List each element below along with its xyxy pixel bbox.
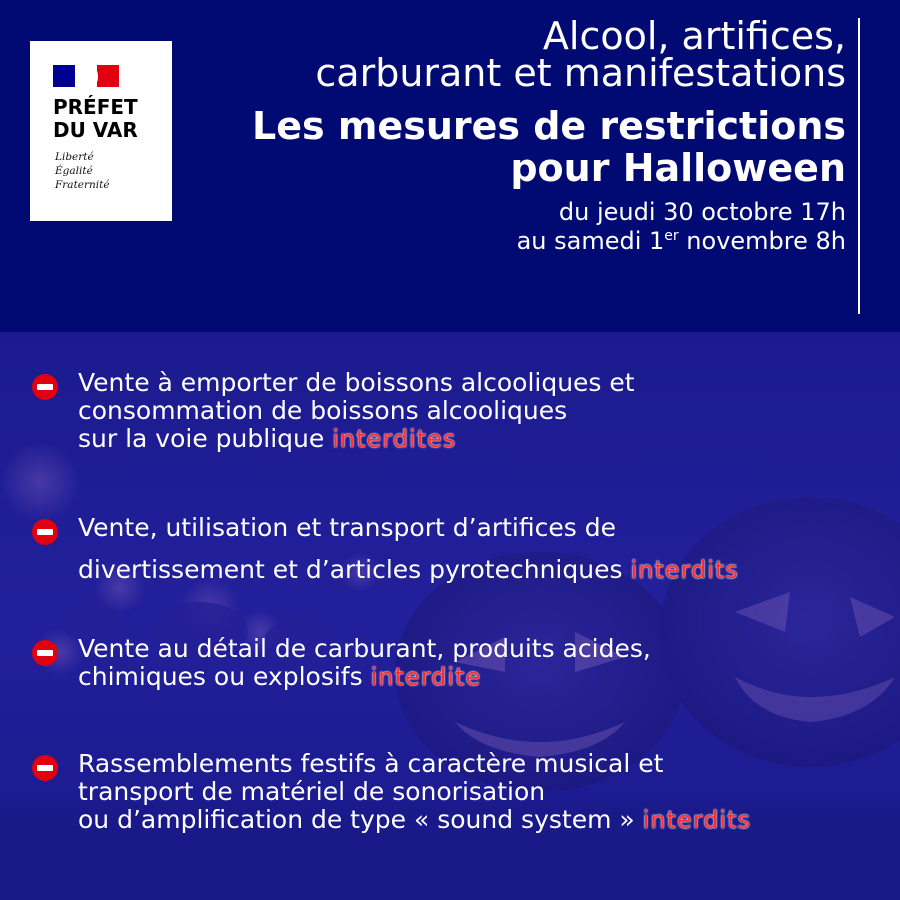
- restriction-text: [78, 635, 882, 691]
- restriction-line: [78, 663, 882, 691]
- no-entry-icon: [32, 755, 58, 781]
- date-start: du jeudi 30 octobre 17h: [558, 198, 846, 226]
- date-end-before: au samedi 1: [516, 227, 665, 255]
- restriction-line: transport de matériel de sonorisation: [78, 777, 546, 806]
- restriction-line-text: chimiques ou explosifs: [78, 662, 363, 691]
- restriction-line: [78, 425, 882, 453]
- date-end-after: novembre 8h: [678, 227, 846, 255]
- restriction-line: [78, 549, 882, 591]
- restriction-text: [78, 750, 882, 834]
- restriction-item-fuel: [32, 635, 882, 691]
- main-title-line: pour Halloween: [510, 146, 846, 190]
- title-block: [252, 14, 846, 256]
- restriction-text: [78, 369, 882, 453]
- restriction-line: Vente, utilisation et transport d’artifices de: [78, 513, 616, 542]
- restriction-line: Vente au détail de carburant, produits acides,: [78, 634, 651, 663]
- prohibited-tag: interdite: [370, 663, 482, 691]
- title-divider: [858, 18, 860, 314]
- restriction-line: Vente à emporter de boissons alcooliques et: [78, 368, 635, 397]
- logo-name-line: PRÉFET: [53, 95, 138, 119]
- marianne-flag-icon: [53, 65, 119, 87]
- motto-line: Liberté: [55, 151, 94, 163]
- motto-line: Fraternité: [55, 179, 110, 191]
- no-entry-icon: [32, 519, 58, 545]
- date-end: [252, 227, 846, 256]
- prohibited-tag: interdits: [642, 806, 751, 834]
- restriction-item-sound-system: [32, 750, 882, 834]
- main-title-line: Les mesures de restrictions: [252, 104, 846, 148]
- restriction-line: consommation de boissons alcooliques: [78, 396, 568, 425]
- restriction-line: Rassemblements festifs à caractère musical et: [78, 749, 664, 778]
- restriction-line: [78, 806, 882, 834]
- no-entry-icon: [32, 640, 58, 666]
- prefet-du-var-logo: [30, 41, 172, 221]
- subject-title-line: carburant et manifestations: [315, 51, 846, 95]
- restriction-text: [78, 507, 882, 591]
- subject-title: [252, 14, 846, 95]
- header-band: [0, 0, 900, 332]
- subject-title-line: Alcool, artifices,: [542, 14, 846, 58]
- restriction-item-alcohol: [32, 369, 882, 453]
- motto-line: Égalité: [55, 165, 93, 177]
- restriction-line-text: sur la voie publique: [78, 424, 325, 453]
- date-end-sup: er: [664, 228, 679, 244]
- logo-motto: [55, 150, 110, 192]
- restriction-line-text: ou d’amplification de type « sound system »: [78, 805, 635, 834]
- main-title: [252, 105, 846, 189]
- restrictions-list: [0, 332, 900, 900]
- prohibited-tag: interdits: [630, 556, 739, 584]
- prohibited-tag: interdites: [332, 425, 457, 453]
- restriction-line-text: divertissement et d’articles pyrotechniques: [78, 555, 623, 584]
- logo-name-line: DU VAR: [53, 118, 138, 142]
- logo-name: [53, 96, 138, 142]
- no-entry-icon: [32, 374, 58, 400]
- date-range: [252, 198, 846, 256]
- restriction-item-fireworks: [32, 514, 882, 591]
